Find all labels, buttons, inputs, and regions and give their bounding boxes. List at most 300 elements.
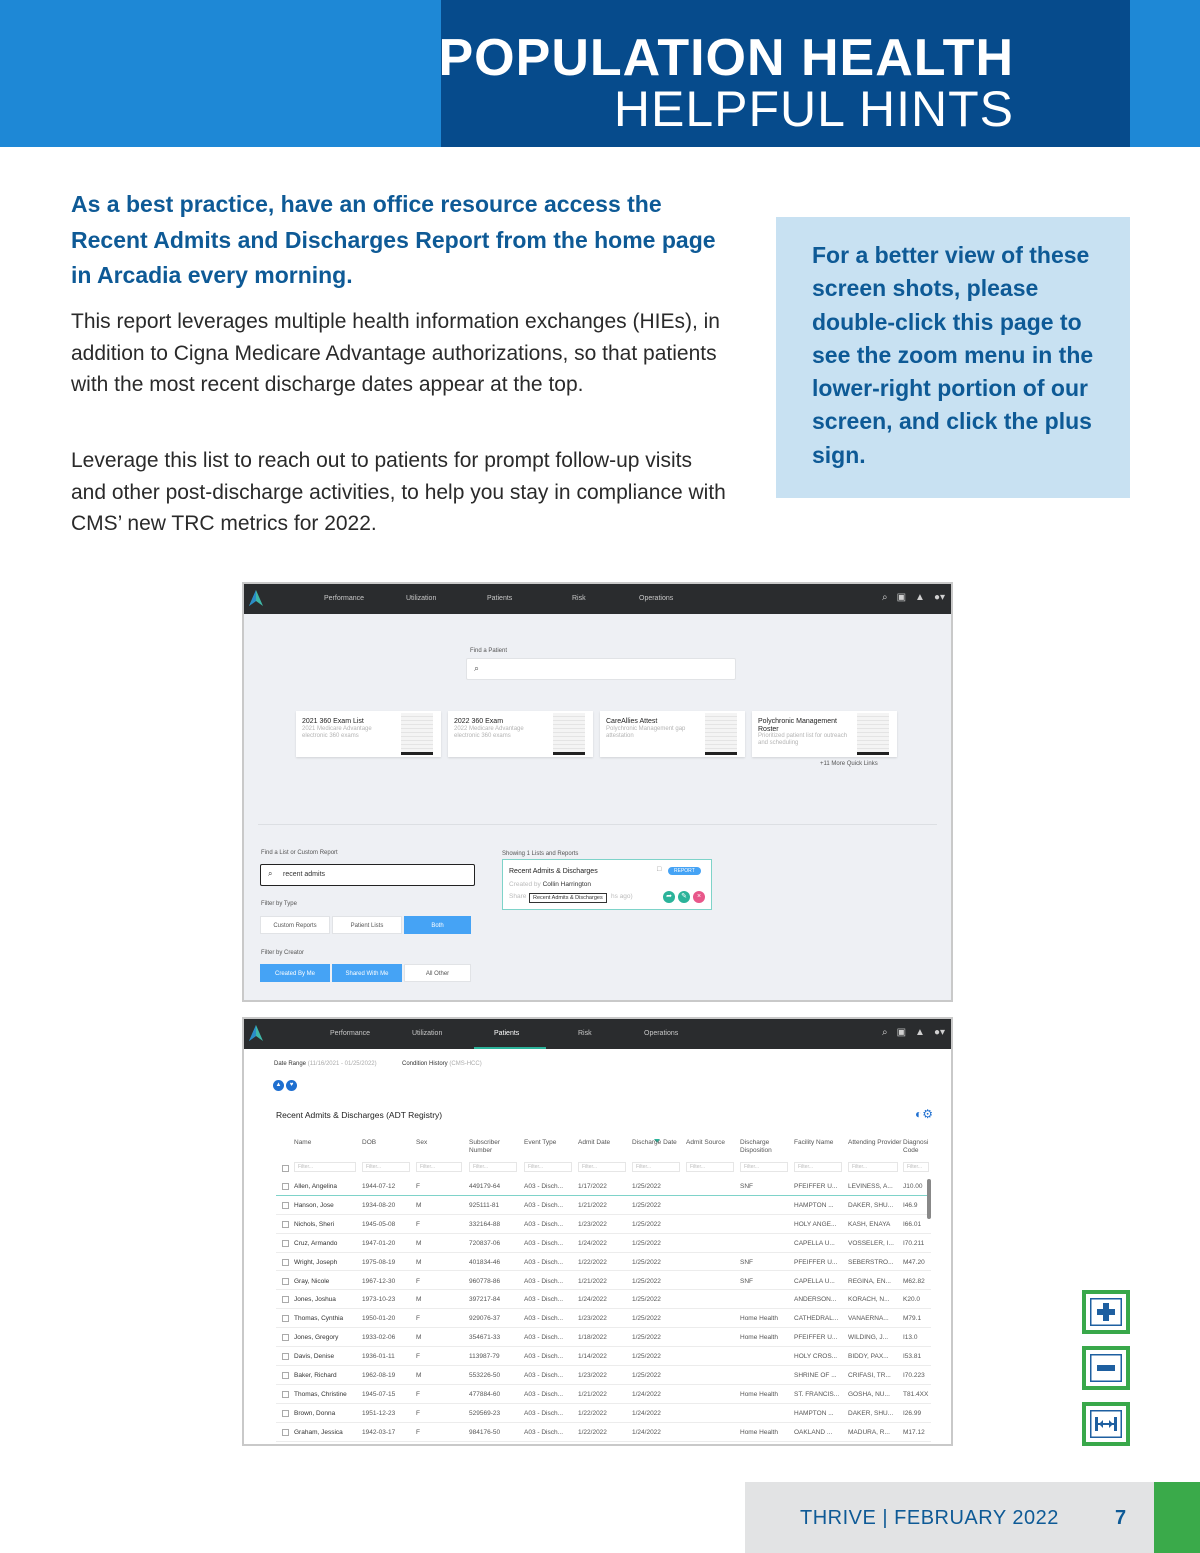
table-row[interactable] bbox=[276, 1385, 931, 1404]
table-cell: HAMPTON ... bbox=[794, 1201, 834, 1209]
table-cell: K20.0 bbox=[903, 1296, 920, 1304]
table-cell: Thomas, Cynthia bbox=[294, 1315, 344, 1323]
page-subtitle: HELPFUL HINTS bbox=[613, 81, 1014, 137]
filter-value: (CMS-HCC) bbox=[449, 1061, 482, 1067]
table-cell: 1945-05-08 bbox=[362, 1220, 396, 1228]
table-cell: 1934-08-20 bbox=[362, 1201, 396, 1209]
nav-performance[interactable]: Performance bbox=[330, 1030, 371, 1037]
table-cell: WILDING, J... bbox=[848, 1334, 889, 1342]
divider bbox=[258, 824, 937, 825]
delete-icon[interactable]: × bbox=[693, 891, 705, 903]
quick-link-card[interactable] bbox=[752, 711, 897, 757]
table-cell: CRIFASI, TR... bbox=[848, 1372, 891, 1379]
table-cell: I26.99 bbox=[903, 1409, 922, 1417]
page-title: POPULATION HEALTH bbox=[438, 29, 1014, 87]
table-cell: A03 - Disch... bbox=[524, 1409, 564, 1417]
table-cell: SNF bbox=[740, 1258, 753, 1266]
quick-link-subtitle: 2021 Medicare Advantage electronic 360 exams bbox=[302, 726, 372, 739]
table-cell: 1/23/2022 bbox=[578, 1372, 607, 1379]
table-cell: T81.4XX bbox=[903, 1390, 929, 1398]
table-cell: 1/25/2022 bbox=[632, 1201, 661, 1209]
report-thumbnail bbox=[857, 713, 889, 755]
table-cell: SEBERSTRO... bbox=[848, 1258, 894, 1266]
quick-link-card[interactable] bbox=[296, 711, 441, 757]
table-cell: 354671-33 bbox=[469, 1334, 501, 1342]
table-row[interactable] bbox=[276, 1196, 931, 1215]
table-cell: A03 - Disch... bbox=[524, 1239, 564, 1247]
nav-utilization[interactable]: Utilization bbox=[406, 595, 437, 602]
table-cell: Cruz, Armando bbox=[294, 1239, 338, 1247]
nav-operations[interactable]: Operations bbox=[644, 1030, 679, 1037]
header-band-right bbox=[1130, 0, 1200, 147]
table-cell: 1/17/2022 bbox=[578, 1183, 607, 1190]
table-cell: 1/25/2022 bbox=[632, 1334, 661, 1342]
table-cell: Home Health bbox=[740, 1390, 778, 1398]
table-row[interactable] bbox=[276, 1309, 931, 1328]
creator-option-shared-with-me[interactable]: Shared With Me bbox=[332, 964, 402, 982]
share-icon[interactable]: ➦ bbox=[663, 891, 675, 903]
table-cell: M bbox=[416, 1296, 422, 1304]
table-cell: F bbox=[416, 1409, 420, 1417]
table-cell: Thomas, Christine bbox=[294, 1390, 347, 1398]
table-cell: 1947-01-20 bbox=[362, 1239, 396, 1247]
table-cell: BIDDY, PAX... bbox=[848, 1353, 889, 1361]
table-cell: 1951-12-23 bbox=[362, 1409, 396, 1417]
table-cell: SHRINE OF ... bbox=[794, 1372, 837, 1379]
list-search-input[interactable] bbox=[260, 864, 475, 886]
table-cell: PFEIFFER U... bbox=[794, 1334, 838, 1342]
quick-link-subtitle: Prioritized patient list for outreach and scheduling bbox=[758, 733, 848, 746]
table-cell: 1/22/2022 bbox=[578, 1409, 607, 1417]
table-cell: A03 - Disch... bbox=[524, 1296, 564, 1304]
quick-link-card[interactable] bbox=[448, 711, 593, 757]
column-filter-input[interactable]: Filter... bbox=[740, 1162, 788, 1172]
table-cell: A03 - Disch... bbox=[524, 1390, 564, 1398]
arcadia-logo-icon[interactable] bbox=[249, 590, 263, 606]
table-cell: 397217-84 bbox=[469, 1296, 501, 1304]
column-header[interactable]: Diagnosi Code bbox=[903, 1139, 929, 1154]
zoom-in-icon bbox=[1090, 1298, 1122, 1326]
lock-icon: □ bbox=[657, 866, 662, 873]
table-cell: ANDERSON... bbox=[794, 1296, 837, 1304]
table-cell: Wright, Joseph bbox=[294, 1258, 338, 1266]
column-header[interactable]: Event Type bbox=[524, 1139, 557, 1146]
table-cell: A03 - Disch... bbox=[524, 1277, 564, 1285]
result-shared: Share bbox=[509, 893, 527, 900]
column-filter-input[interactable]: Filter... bbox=[632, 1162, 680, 1172]
heart-filter-icon[interactable]: ♥ bbox=[286, 1080, 297, 1091]
table-scrollbar[interactable] bbox=[927, 1179, 931, 1219]
quick-link-title: 2022 360 Exam bbox=[454, 718, 504, 725]
chart-icon[interactable]: ◐ bbox=[914, 1107, 923, 1121]
table-cell: Graham, Jessica bbox=[294, 1428, 343, 1436]
nav-risk[interactable]: Risk bbox=[578, 1030, 592, 1037]
table-row[interactable] bbox=[276, 1234, 931, 1253]
column-filter-input[interactable]: Filter... bbox=[524, 1162, 572, 1172]
table-row[interactable] bbox=[276, 1215, 931, 1234]
column-header[interactable]: Sex bbox=[416, 1139, 428, 1146]
table-cell: VANAERNA... bbox=[848, 1315, 889, 1323]
table-cell: 401834-46 bbox=[469, 1258, 501, 1266]
table-cell: J10.00 bbox=[903, 1183, 923, 1190]
quick-link-subtitle: Polychronic Management gap attestation bbox=[606, 726, 686, 739]
table-cell: I53.81 bbox=[903, 1353, 922, 1361]
table-cell: 929076-37 bbox=[469, 1315, 501, 1323]
filter-type-label: Filter by Type bbox=[261, 901, 297, 907]
footer-text: THRIVE | FEBRUARY 2022 bbox=[800, 1507, 1059, 1529]
table-cell: 1/25/2022 bbox=[632, 1296, 661, 1304]
table-cell: 960778-86 bbox=[469, 1277, 501, 1285]
table-cell: 1950-01-20 bbox=[362, 1315, 396, 1323]
list-search-value: recent admits bbox=[283, 871, 326, 878]
table-cell: Home Health bbox=[740, 1334, 778, 1342]
search-icon: ⌕ bbox=[268, 869, 273, 878]
table-cell: Jones, Joshua bbox=[294, 1296, 336, 1304]
active-tab-indicator bbox=[474, 1047, 546, 1049]
row-checkbox[interactable] bbox=[282, 1429, 289, 1436]
zoom-out-button[interactable] bbox=[1082, 1346, 1130, 1390]
table-cell: M47.20 bbox=[903, 1258, 925, 1266]
table-cell: ST. FRANCIS... bbox=[794, 1390, 840, 1398]
table-cell: 1/22/2022 bbox=[578, 1258, 607, 1266]
table-cell: 1936-01-11 bbox=[362, 1353, 395, 1361]
nav-operations[interactable]: Operations bbox=[639, 595, 674, 602]
column-header[interactable]: Discharge Date bbox=[632, 1139, 677, 1146]
table-cell: M17.12 bbox=[903, 1428, 925, 1436]
nav-risk[interactable]: Risk bbox=[572, 595, 586, 602]
table-cell: 553226-50 bbox=[469, 1372, 501, 1379]
type-option-patient-lists[interactable]: Patient Lists bbox=[332, 916, 402, 934]
results-count: Showing 1 Lists and Reports bbox=[502, 851, 579, 857]
table-cell: Home Health bbox=[740, 1428, 778, 1436]
table-row[interactable] bbox=[276, 1366, 931, 1385]
creator-option-created-by-me[interactable]: Created By Me bbox=[260, 964, 330, 982]
table-cell: A03 - Disch... bbox=[524, 1183, 564, 1190]
table-cell: 1/21/2022 bbox=[578, 1277, 607, 1285]
table-cell: M bbox=[416, 1258, 422, 1266]
row-checkbox[interactable] bbox=[282, 1334, 289, 1341]
filter-creator-label: Filter by Creator bbox=[261, 950, 305, 956]
table-cell: Davis, Denise bbox=[294, 1353, 335, 1361]
zoom-in-button[interactable] bbox=[1082, 1290, 1130, 1334]
table-cell: Hanson, Jose bbox=[294, 1201, 334, 1209]
table-cell: Home Health bbox=[740, 1315, 778, 1323]
user-filter-icon[interactable]: ▲ bbox=[273, 1080, 284, 1091]
select-all-checkbox[interactable] bbox=[282, 1165, 289, 1172]
table-row[interactable] bbox=[276, 1177, 931, 1196]
table-cell: 1/25/2022 bbox=[632, 1239, 661, 1247]
column-filter-input[interactable]: Filter... bbox=[578, 1162, 626, 1172]
date-range-filter[interactable] bbox=[274, 1061, 377, 1067]
column-filter-input[interactable]: Filter... bbox=[416, 1162, 462, 1172]
find-patient-label: Find a Patient bbox=[470, 648, 508, 654]
table-cell: M62.82 bbox=[903, 1277, 925, 1285]
table-cell: 1/25/2022 bbox=[632, 1220, 661, 1228]
user-avatar-icon[interactable]: ●▾ bbox=[933, 592, 945, 603]
row-checkbox[interactable] bbox=[282, 1240, 289, 1247]
row-checkbox[interactable] bbox=[282, 1202, 289, 1209]
table-cell: REGINA, EN... bbox=[848, 1277, 891, 1285]
table-cell: 1/24/2022 bbox=[578, 1239, 607, 1247]
footer-accent bbox=[1154, 1482, 1200, 1553]
nav-patients[interactable]: Patients bbox=[494, 1030, 520, 1037]
table-cell: M bbox=[416, 1372, 422, 1379]
column-header[interactable]: Discharge Disposition bbox=[740, 1139, 772, 1154]
app-top-bar bbox=[244, 584, 951, 614]
table-cell: 1/24/2022 bbox=[632, 1428, 661, 1436]
table-cell: LEVINESS, A... bbox=[848, 1183, 893, 1190]
table-cell: HOLY CROS... bbox=[794, 1353, 838, 1361]
table-cell: 1/25/2022 bbox=[632, 1372, 661, 1379]
search-icon[interactable]: ⌕ bbox=[881, 1027, 888, 1038]
table-cell: I70.211 bbox=[903, 1239, 925, 1247]
table-cell: 720837-06 bbox=[469, 1239, 501, 1247]
tooltip: Recent Admits & Discharges bbox=[529, 893, 607, 903]
row-checkbox[interactable] bbox=[282, 1296, 289, 1303]
table-cell: Nichols, Sheri bbox=[294, 1220, 335, 1228]
edit-icon[interactable]: ✎ bbox=[678, 891, 690, 903]
table-cell: F bbox=[416, 1390, 420, 1398]
top-icons bbox=[882, 1026, 945, 1040]
table-cell: 1942-03-17 bbox=[362, 1428, 396, 1436]
table-cell: HOLY ANGE... bbox=[794, 1220, 837, 1228]
lead-paragraph: As a best practice, have an office resource access the Recent Admits and Discharges Report from the home page in Arcadia every morning. bbox=[71, 191, 716, 288]
table-cell: A03 - Disch... bbox=[524, 1258, 564, 1266]
table-cell: I66.01 bbox=[903, 1220, 922, 1228]
table-cell: SNF bbox=[740, 1183, 753, 1190]
table-cell: DAKER, SHU... bbox=[848, 1409, 894, 1417]
zoom-out-icon bbox=[1090, 1354, 1122, 1382]
table-cell: I13.0 bbox=[903, 1334, 918, 1342]
creator-name: Collin Harrington bbox=[542, 881, 592, 888]
screenshot-registry bbox=[242, 1017, 953, 1446]
table-cell: 984176-50 bbox=[469, 1428, 501, 1436]
table-cell: 1/24/2022 bbox=[632, 1390, 661, 1398]
table-cell: PFEIFFER U... bbox=[794, 1258, 838, 1266]
table-cell: Allen, Angelina bbox=[294, 1183, 338, 1190]
table-cell: F bbox=[416, 1277, 420, 1285]
column-filter-input[interactable]: Filter... bbox=[294, 1162, 356, 1172]
table-cell: CAPELLA U... bbox=[794, 1239, 835, 1247]
search-icon[interactable]: ⌕ bbox=[881, 592, 888, 603]
table-cell: 1/23/2022 bbox=[578, 1315, 607, 1323]
column-filter-input[interactable]: Filter... bbox=[903, 1162, 929, 1172]
table-cell: 1933-02-06 bbox=[362, 1334, 396, 1342]
report-title: Recent Admits & Discharges (ADT Registry) bbox=[276, 1110, 443, 1120]
nav-utilization[interactable]: Utilization bbox=[412, 1030, 443, 1037]
table-cell: A03 - Disch... bbox=[524, 1353, 564, 1361]
table-cell: A03 - Disch... bbox=[524, 1428, 564, 1436]
quick-link-title: 2021 360 Exam List bbox=[302, 718, 364, 725]
result-card[interactable] bbox=[502, 859, 712, 910]
more-quick-links-link[interactable]: +11 More Quick Links bbox=[820, 761, 878, 767]
table-cell: SNF bbox=[740, 1277, 753, 1285]
table-cell: VOSSELER, I... bbox=[848, 1239, 894, 1247]
table-cell: 449179-64 bbox=[469, 1183, 501, 1190]
row-checkbox[interactable] bbox=[282, 1391, 289, 1398]
column-header[interactable]: Admit Source bbox=[686, 1139, 726, 1146]
filter-label: Condition History bbox=[402, 1061, 448, 1067]
column-header[interactable]: Facility Name bbox=[794, 1139, 834, 1146]
table-cell: KORACH, N... bbox=[848, 1296, 890, 1304]
arcadia-logo-icon[interactable] bbox=[249, 1025, 263, 1041]
table-cell: 1/22/2022 bbox=[578, 1428, 607, 1436]
table-cell: 1/25/2022 bbox=[632, 1353, 661, 1361]
table-cell: 1/23/2022 bbox=[578, 1220, 607, 1228]
table-cell: HAMPTON ... bbox=[794, 1409, 834, 1417]
table-row[interactable] bbox=[276, 1253, 931, 1272]
table-cell: 1/24/2022 bbox=[632, 1409, 661, 1417]
row-checkbox[interactable] bbox=[282, 1410, 289, 1417]
created-prefix: Created by bbox=[509, 881, 541, 888]
table-cell: F bbox=[416, 1220, 420, 1228]
quick-link-subtitle: 2022 Medicare Advantage electronic 360 exams bbox=[454, 726, 524, 739]
header-band-left bbox=[0, 0, 441, 147]
fit-width-icon bbox=[1090, 1410, 1122, 1438]
table-cell: M79.1 bbox=[903, 1315, 922, 1323]
table-cell: I46.9 bbox=[903, 1201, 918, 1209]
table-cell: 1/24/2022 bbox=[578, 1296, 607, 1304]
table-cell: GOSHA, NU... bbox=[848, 1390, 890, 1398]
table-cell: 1/18/2022 bbox=[578, 1334, 607, 1342]
nav-patients[interactable]: Patients bbox=[487, 595, 513, 602]
table-cell: 1/25/2022 bbox=[632, 1315, 661, 1323]
footer bbox=[745, 1482, 1154, 1553]
table-cell: 925111-81 bbox=[469, 1201, 500, 1209]
table-row[interactable] bbox=[276, 1404, 931, 1423]
table-cell: 1/25/2022 bbox=[632, 1183, 661, 1190]
find-patient-input[interactable] bbox=[466, 658, 736, 680]
nav-performance[interactable]: Performance bbox=[324, 595, 365, 602]
table-cell: Baker, Richard bbox=[294, 1372, 337, 1379]
body-paragraph-1: This report leverages multiple health information exchanges (HIEs), in addition to Cigna Medicare Advantage authorizations, so that patients with the most recent discharge dates appear at the top. bbox=[71, 310, 720, 396]
app-top-bar bbox=[244, 1019, 951, 1049]
table-cell: DAKER, SHU... bbox=[848, 1201, 894, 1209]
result-created-by bbox=[509, 881, 591, 888]
table-cell: CAPELLA U... bbox=[794, 1277, 835, 1285]
table-row[interactable] bbox=[276, 1423, 931, 1442]
column-filter-input[interactable]: Filter... bbox=[848, 1162, 898, 1172]
quick-link-title: Polychronic Management Roster bbox=[758, 718, 837, 733]
gear-icon[interactable]: ⚙ bbox=[922, 1107, 933, 1121]
table-cell: 477884-60 bbox=[469, 1390, 501, 1398]
filter-value: (11/16/2021 - 01/25/2022) bbox=[307, 1061, 377, 1067]
report-thumbnail bbox=[705, 713, 737, 755]
row-checkbox[interactable] bbox=[282, 1183, 289, 1190]
table-cell: PFEIFFER U... bbox=[794, 1183, 838, 1190]
table-row[interactable] bbox=[276, 1290, 931, 1309]
table-cell: A03 - Disch... bbox=[524, 1315, 564, 1323]
table-cell: 1967-12-30 bbox=[362, 1277, 396, 1285]
condition-history-filter[interactable] bbox=[402, 1061, 482, 1067]
result-title: Recent Admits & Discharges bbox=[509, 868, 598, 875]
header-band bbox=[438, 0, 1130, 147]
result-updated: hs ago) bbox=[611, 893, 633, 900]
table-row[interactable] bbox=[276, 1272, 931, 1291]
page-number: 7 bbox=[1115, 1507, 1127, 1529]
table-cell: Jones, Gregory bbox=[294, 1334, 339, 1342]
table-cell: M bbox=[416, 1239, 422, 1247]
table-cell: M bbox=[416, 1201, 422, 1209]
table-cell: 332164-88 bbox=[469, 1220, 501, 1228]
table-cell: OAKLAND ... bbox=[794, 1428, 833, 1436]
tip-callout bbox=[776, 217, 1130, 498]
column-header[interactable]: Name bbox=[294, 1139, 312, 1146]
table-cell: F bbox=[416, 1183, 420, 1190]
creator-option-all-other[interactable]: All Other bbox=[404, 964, 471, 982]
table-cell: F bbox=[416, 1428, 420, 1436]
tip-callout-text: For a better view of these screen shots, please double-click this page to see the zoom menu in the lower-right portion of our screen, and click the plus sign. bbox=[812, 242, 1094, 468]
column-header[interactable]: Subscriber Number bbox=[469, 1139, 501, 1154]
table-row[interactable] bbox=[276, 1347, 931, 1366]
search-icon: ⌕ bbox=[474, 663, 480, 673]
settings-icons bbox=[915, 1107, 933, 1121]
report-thumbnail bbox=[553, 713, 585, 755]
table-cell: KASH, ENAYA bbox=[848, 1220, 891, 1228]
table-cell: 1973-10-23 bbox=[362, 1296, 396, 1304]
table-cell: MADURA, R... bbox=[848, 1428, 890, 1436]
row-checkbox[interactable] bbox=[282, 1221, 289, 1228]
table-cell: I70.223 bbox=[903, 1372, 925, 1379]
column-header[interactable]: DOB bbox=[362, 1139, 377, 1146]
column-filter-input[interactable]: Filter... bbox=[794, 1162, 842, 1172]
column-filter-input[interactable]: Filter... bbox=[362, 1162, 410, 1172]
table-cell: 1975-08-19 bbox=[362, 1258, 396, 1266]
bell-icon[interactable]: ▲ bbox=[915, 1027, 925, 1038]
table-cell: 1945-07-15 bbox=[362, 1390, 396, 1398]
screenshot-home bbox=[242, 582, 953, 1002]
report-thumbnail bbox=[401, 713, 433, 755]
row-checkbox[interactable] bbox=[282, 1372, 289, 1379]
find-list-label: Find a List or Custom Report bbox=[261, 850, 338, 856]
column-filter-input[interactable]: Filter... bbox=[686, 1162, 734, 1172]
table-cell: A03 - Disch... bbox=[524, 1220, 564, 1228]
row-checkbox[interactable] bbox=[282, 1278, 289, 1285]
table-cell: A03 - Disch... bbox=[524, 1201, 564, 1209]
column-header[interactable]: Attending Provider bbox=[848, 1139, 902, 1146]
row-checkbox[interactable] bbox=[282, 1315, 289, 1322]
table-cell: A03 - Disch... bbox=[524, 1372, 564, 1379]
table-cell: F bbox=[416, 1315, 420, 1323]
filter-label: Date Range bbox=[274, 1061, 307, 1067]
fit-width-button[interactable] bbox=[1082, 1402, 1130, 1446]
calendar-icon[interactable]: ▣ bbox=[896, 1027, 907, 1038]
quick-link-title: CareAllies Attest bbox=[606, 718, 658, 725]
quick-link-card[interactable] bbox=[600, 711, 745, 757]
column-header[interactable]: Admit Date bbox=[578, 1139, 611, 1146]
bell-icon[interactable]: ▲ bbox=[915, 592, 925, 603]
top-icons bbox=[882, 591, 945, 605]
table-cell: M bbox=[416, 1334, 422, 1342]
table-cell: 1962-08-19 bbox=[362, 1372, 396, 1379]
table-cell: CATHEDRAL... bbox=[794, 1315, 839, 1323]
type-option-both[interactable]: Both bbox=[404, 916, 471, 934]
calendar-icon[interactable]: ▣ bbox=[896, 592, 907, 603]
table-cell: 113987-79 bbox=[469, 1353, 500, 1361]
column-filter-input[interactable]: Filter... bbox=[469, 1162, 517, 1172]
report-badge: REPORT bbox=[668, 867, 701, 875]
table-cell: 1/14/2022 bbox=[578, 1353, 607, 1361]
table-cell: Brown, Donna bbox=[294, 1409, 336, 1417]
table-cell: 1/25/2022 bbox=[632, 1277, 661, 1285]
user-avatar-icon[interactable]: ●▾ bbox=[933, 1027, 945, 1038]
type-option-custom-reports[interactable]: Custom Reports bbox=[260, 916, 330, 934]
table-cell: 1/21/2022 bbox=[578, 1390, 607, 1398]
table-row[interactable] bbox=[276, 1328, 931, 1347]
row-checkbox[interactable] bbox=[282, 1353, 289, 1360]
table-cell: 1/21/2022 bbox=[578, 1201, 607, 1209]
row-checkbox[interactable] bbox=[282, 1259, 289, 1266]
